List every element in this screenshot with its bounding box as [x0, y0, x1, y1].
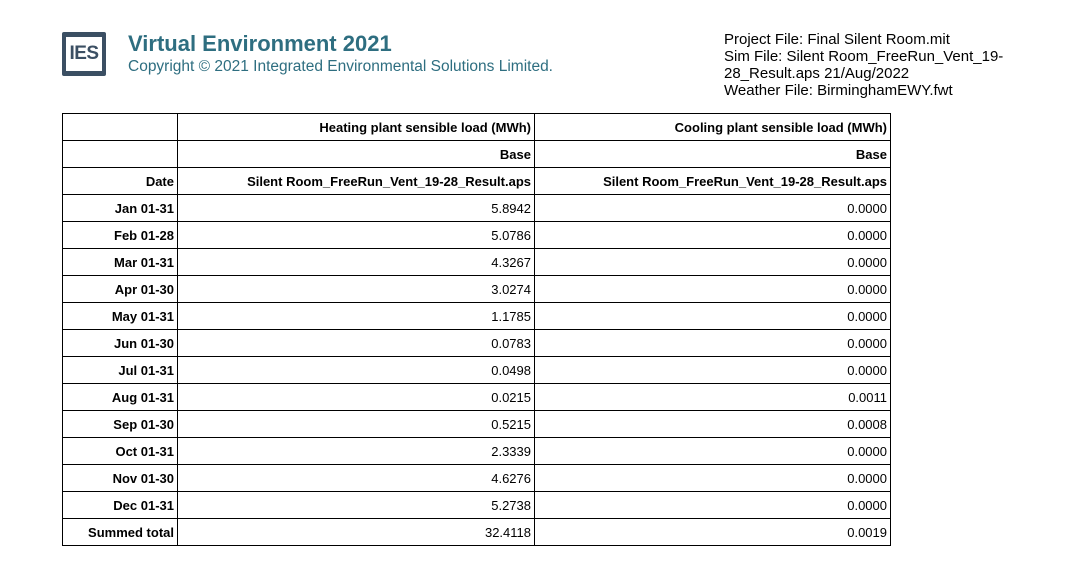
results-table [62, 113, 891, 546]
table-row [63, 303, 891, 330]
file-info [724, 31, 1069, 99]
table-row [63, 411, 891, 438]
heating-value-cell: 0.0498 [178, 357, 535, 384]
heating-value-cell: 2.3339 [178, 438, 535, 465]
copyright-notice: Copyright © 2021 Integrated Environmental Solutions Limited. [128, 58, 553, 75]
weather-file: Weather File: BirminghamEWY.fwt [724, 82, 953, 99]
header-empty-cell [63, 141, 178, 168]
heating-value-cell: 5.2738 [178, 492, 535, 519]
date-cell: Oct 01-31 [63, 438, 178, 465]
heating-value-cell: 0.0215 [178, 384, 535, 411]
cooling-value-cell: 0.0000 [535, 222, 891, 249]
cooling-value-cell: 0.0000 [535, 303, 891, 330]
table-row [63, 276, 891, 303]
table-row [63, 438, 891, 465]
heating-scenario-header: Base [178, 141, 535, 168]
cooling-value-cell: 0.0000 [535, 357, 891, 384]
heating-value-cell: 5.8942 [178, 195, 535, 222]
heating-value-cell: 0.5215 [178, 411, 535, 438]
header-row-file [63, 168, 891, 195]
sim-file: Sim File: Silent Room_FreeRun_Vent_19-28_Result.aps 21/Aug/2022 [724, 48, 1004, 82]
product-title: Virtual Environment 2021 [128, 31, 392, 56]
table-row [63, 465, 891, 492]
date-header: Date [63, 168, 178, 195]
heating-value-cell: 1.1785 [178, 303, 535, 330]
ies-logo-text: IES [66, 37, 102, 71]
heating-value-cell: 4.3267 [178, 249, 535, 276]
date-cell: Feb 01-28 [63, 222, 178, 249]
table-row [63, 519, 891, 546]
project-file: Project File: Final Silent Room.mit [724, 31, 950, 48]
ies-logo [62, 32, 106, 76]
date-cell: May 01-31 [63, 303, 178, 330]
heating-value-cell: 3.0274 [178, 276, 535, 303]
cooling-value-cell: 0.0000 [535, 249, 891, 276]
cooling-file-header: Silent Room_FreeRun_Vent_19-28_Result.aps [535, 168, 891, 195]
date-cell: Jul 01-31 [63, 357, 178, 384]
table-row [63, 195, 891, 222]
table-row [63, 222, 891, 249]
header-empty-cell [63, 114, 178, 141]
cooling-value-cell: 0.0000 [535, 330, 891, 357]
date-cell: Aug 01-31 [63, 384, 178, 411]
cooling-scenario-header: Base [535, 141, 891, 168]
heating-value-cell: 4.6276 [178, 465, 535, 492]
cooling-value-cell: 0.0000 [535, 276, 891, 303]
date-cell: Jun 01-30 [63, 330, 178, 357]
date-cell: Jan 01-31 [63, 195, 178, 222]
cooling-value-cell: 0.0019 [535, 519, 891, 546]
heating-load-header: Heating plant sensible load (MWh) [178, 114, 535, 141]
cooling-value-cell: 0.0000 [535, 195, 891, 222]
cooling-value-cell: 0.0011 [535, 384, 891, 411]
date-cell: Sep 01-30 [63, 411, 178, 438]
cooling-value-cell: 0.0000 [535, 465, 891, 492]
date-cell: Nov 01-30 [63, 465, 178, 492]
date-cell: Mar 01-31 [63, 249, 178, 276]
table-row [63, 492, 891, 519]
heating-value-cell: 5.0786 [178, 222, 535, 249]
table-row [63, 384, 891, 411]
date-cell: Dec 01-31 [63, 492, 178, 519]
table-body [63, 195, 891, 546]
date-cell: Summed total [63, 519, 178, 546]
cooling-value-cell: 0.0000 [535, 438, 891, 465]
cooling-value-cell: 0.0000 [535, 492, 891, 519]
heating-value-cell: 32.4118 [178, 519, 535, 546]
date-cell: Apr 01-30 [63, 276, 178, 303]
heating-file-header: Silent Room_FreeRun_Vent_19-28_Result.aps [178, 168, 535, 195]
table-row [63, 330, 891, 357]
heating-value-cell: 0.0783 [178, 330, 535, 357]
table-row [63, 357, 891, 384]
header-row-scenario [63, 141, 891, 168]
header-row-variable [63, 114, 891, 141]
table-row [63, 249, 891, 276]
cooling-value-cell: 0.0008 [535, 411, 891, 438]
cooling-load-header: Cooling plant sensible load (MWh) [535, 114, 891, 141]
